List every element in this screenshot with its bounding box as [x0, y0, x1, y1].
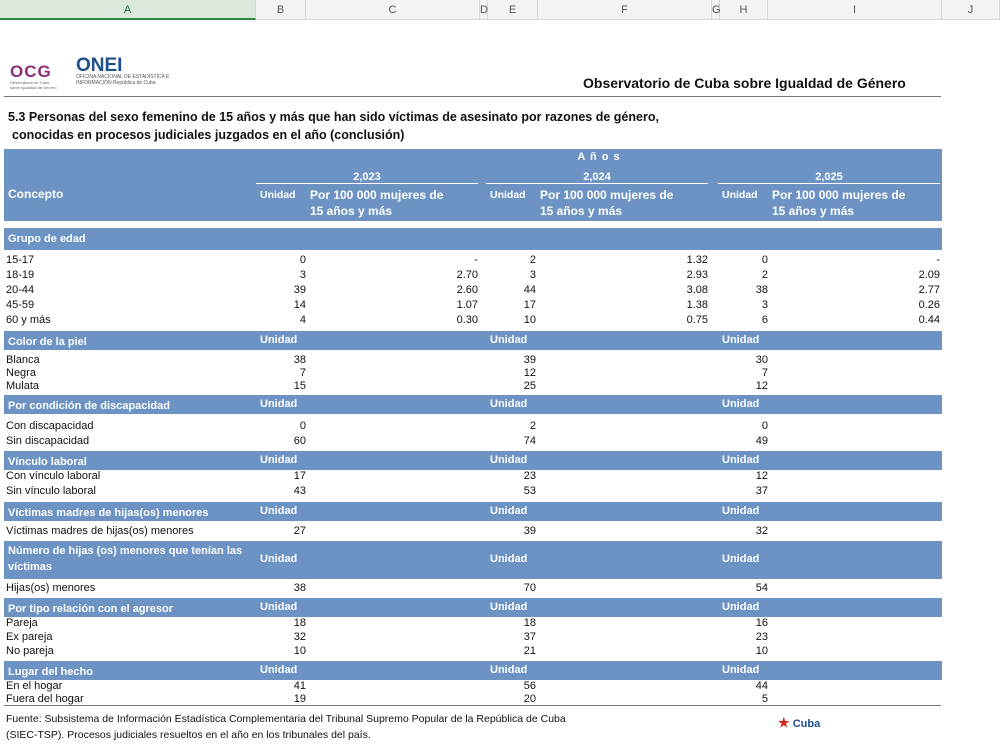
unit-value: 0	[761, 254, 768, 266]
unit-value: 10	[523, 314, 536, 326]
source-note-line-2: (SIEC-TSP). Procesos judiciales resueltos en el año en los tribunales del país.	[6, 729, 371, 741]
row-label: No pareja	[6, 645, 54, 657]
unit-value: 6	[761, 314, 768, 326]
unit-value: 41	[293, 680, 306, 692]
site-title: Observatorio de Cuba sobre Igualdad de Género	[583, 75, 906, 91]
row-label: Hijas(os) menores	[6, 582, 96, 594]
title-divider	[4, 96, 941, 97]
column-header-c[interactable]: C	[306, 0, 480, 20]
section-title: Lugar del hecho	[8, 666, 93, 678]
section-header	[4, 502, 942, 521]
unit-value: 18	[523, 617, 536, 629]
row-label: Víctimas madres de hijas(os) menores	[6, 525, 194, 537]
rate-value: 1.32	[686, 254, 708, 266]
unit-value: 39	[523, 525, 536, 537]
unidad-label: Unidad	[722, 664, 760, 676]
unidad-label: Unidad	[490, 664, 528, 676]
unidad-label: Unidad	[722, 505, 760, 517]
section-header	[4, 541, 942, 579]
column-header-i[interactable]: I	[768, 0, 942, 20]
unit-value: 16	[755, 617, 768, 629]
unit-value: 25	[523, 380, 536, 392]
unit-value: 44	[755, 680, 768, 692]
column-header-j[interactable]: J	[942, 0, 1000, 20]
row-label: Negra	[6, 367, 36, 379]
unit-value: 39	[523, 354, 536, 366]
unidad-header: Unidad	[490, 189, 526, 201]
unidad-label: Unidad	[260, 553, 298, 565]
row-label: Sin discapacidad	[6, 435, 90, 447]
onei-logo: ONEI	[76, 55, 123, 76]
unit-value: 32	[293, 631, 306, 643]
unit-value: 3	[761, 299, 768, 311]
unit-value: 7	[299, 367, 306, 379]
unit-value: 23	[755, 631, 768, 643]
unit-value: 19	[293, 693, 306, 705]
rate-header-line-1: Por 100 000 mujeres de	[772, 188, 906, 202]
unit-value: 15	[293, 380, 306, 392]
unit-value: 23	[523, 470, 536, 482]
unidad-label: Unidad	[260, 334, 298, 346]
unit-value: 74	[523, 435, 536, 447]
unit-value: 12	[755, 470, 768, 482]
column-header-d[interactable]: D	[480, 0, 488, 20]
rate-value: 1.38	[686, 299, 708, 311]
column-header-e[interactable]: E	[488, 0, 538, 20]
row-label: En el hogar	[6, 680, 63, 692]
table-row	[4, 435, 942, 450]
table-row	[4, 680, 942, 693]
section-header	[4, 598, 942, 617]
unidad-label: Unidad	[490, 601, 528, 613]
unidad-label: Unidad	[490, 334, 528, 346]
section-header	[4, 451, 942, 470]
unidad-label: Unidad	[260, 505, 298, 517]
section-title: Color de la piel	[8, 336, 87, 348]
unidad-label: Unidad	[722, 553, 760, 565]
table-row	[4, 470, 942, 485]
table-row	[4, 582, 942, 597]
table-row	[4, 485, 942, 500]
unit-value: 17	[523, 299, 536, 311]
rate-value: -	[936, 254, 940, 266]
unidad-label: Unidad	[490, 505, 528, 517]
table-row	[4, 617, 942, 631]
concepto-header: Concepto	[8, 187, 64, 201]
unidad-label: Unidad	[490, 398, 528, 410]
column-header-a[interactable]: A	[0, 0, 256, 20]
unit-value: 70	[523, 582, 536, 594]
rate-value: -	[474, 254, 478, 266]
unit-value: 38	[293, 354, 306, 366]
source-note-line-1: Fuente: Subsistema de Información Estadística Complementaria del Tribunal Supremo Popular de la República de Cuba	[6, 713, 566, 725]
unidad-label: Unidad	[260, 454, 298, 466]
unit-value: 0	[299, 254, 306, 266]
section-title: Víctimas madres de hijas(os) menores	[8, 507, 209, 519]
rate-value: 2.77	[918, 284, 940, 296]
table-row	[4, 367, 942, 380]
unit-value: 60	[293, 435, 306, 447]
table-row	[4, 631, 942, 645]
unit-value: 18	[293, 617, 306, 629]
unit-value: 3	[529, 269, 536, 281]
unit-value: 56	[523, 680, 536, 692]
rate-value: 2.70	[456, 269, 478, 281]
unit-value: 37	[523, 631, 536, 643]
column-header-g[interactable]: G	[712, 0, 720, 20]
unit-value: 53	[523, 485, 536, 497]
unit-value: 38	[293, 582, 306, 594]
rate-header-line-1: Por 100 000 mujeres de	[310, 188, 444, 202]
unit-value: 43	[293, 485, 306, 497]
rate-header	[772, 187, 905, 219]
rate-value: 2.60	[456, 284, 478, 296]
unit-value: 30	[755, 354, 768, 366]
unidad-label: Unidad	[260, 601, 298, 613]
unit-value: 17	[293, 470, 306, 482]
table-row	[4, 645, 942, 659]
unidad-label: Unidad	[260, 398, 298, 410]
row-label: 60 y más	[6, 314, 51, 326]
unidad-label: Unidad	[722, 454, 760, 466]
unidad-header: Unidad	[260, 189, 296, 201]
row-label: 45-59	[6, 299, 35, 311]
row-label: Mulata	[6, 380, 40, 392]
unit-value: 12	[755, 380, 768, 392]
unit-value: 10	[293, 645, 306, 657]
section-title: Por condición de discapacidad	[8, 400, 170, 412]
unidad-label: Unidad	[490, 454, 528, 466]
unit-value: 10	[755, 645, 768, 657]
row-label: Fuera del hogar	[6, 693, 84, 705]
unit-value: 0	[299, 420, 306, 432]
unit-value: 20	[523, 693, 536, 705]
year-header: 2,025	[718, 171, 940, 184]
column-header-f[interactable]: F	[538, 0, 712, 20]
table-title-line-2: conocidas en procesos judiciales juzgados en el año (conclusión)	[12, 128, 405, 142]
row-label: Con discapacidad	[6, 420, 94, 432]
section-title: Por tipo relación con el agresor	[8, 603, 174, 615]
table-row	[4, 254, 942, 269]
section-title: Número de hijas (os) menores que tenían las víctimas	[8, 545, 243, 573]
table-row	[4, 420, 942, 435]
unit-value: 5	[761, 693, 768, 705]
year-header: 2,024	[486, 171, 708, 184]
rate-header-line-1: Por 100 000 mujeres de	[540, 188, 674, 202]
rate-header-line-2: 15 años y más	[772, 204, 855, 218]
rate-value: 0.44	[918, 314, 940, 326]
star-icon: ★	[778, 715, 790, 730]
section-header	[4, 228, 942, 250]
rate-header	[310, 187, 443, 219]
unit-value: 2	[761, 269, 768, 281]
unit-value: 2	[529, 420, 536, 432]
section-title: Vínculo laboral	[8, 456, 87, 468]
unit-value: 14	[293, 299, 306, 311]
rate-value: 2.09	[918, 269, 940, 281]
rate-header-line-2: 15 años y más	[540, 204, 623, 218]
table-row	[4, 269, 942, 284]
section-header	[4, 661, 942, 680]
table-title	[8, 108, 659, 144]
unit-value: 32	[755, 525, 768, 537]
table-row	[4, 299, 942, 314]
section-header	[4, 331, 942, 350]
unit-value: 39	[293, 284, 306, 296]
unit-value: 54	[755, 582, 768, 594]
row-label: 15-17	[6, 254, 35, 266]
unidad-label: Unidad	[722, 601, 760, 613]
table-row	[4, 354, 942, 367]
column-header-b[interactable]: B	[256, 0, 306, 20]
year-header: 2,023	[256, 171, 478, 184]
unit-value: 44	[523, 284, 536, 296]
section-header	[4, 395, 942, 414]
table-row	[4, 380, 942, 393]
cuba-logo-text: Cuba	[792, 718, 821, 730]
column-header-bar	[0, 0, 1000, 20]
unit-value: 7	[761, 367, 768, 379]
unit-value: 37	[755, 485, 768, 497]
rate-value: 0.26	[918, 299, 940, 311]
onei-logo-subtitle: OFICINA NACIONAL DE ESTADÍSTICA E INFORMACIÓN República de Cuba	[76, 74, 170, 86]
unidad-label: Unidad	[260, 664, 298, 676]
cuba-logo	[778, 715, 820, 731]
rate-value: 2.93	[686, 269, 708, 281]
row-label: 20-44	[6, 284, 35, 296]
table-row	[4, 314, 942, 329]
rate-header	[540, 187, 673, 219]
row-label: Blanca	[6, 354, 40, 366]
unidad-label: Unidad	[490, 553, 528, 565]
rate-header-line-2: 15 años y más	[310, 204, 393, 218]
unit-value: 21	[523, 645, 536, 657]
table-header	[4, 149, 942, 221]
unidad-label: Unidad	[722, 334, 760, 346]
rate-value: 1.07	[456, 299, 478, 311]
table-row	[4, 525, 942, 540]
unit-value: 27	[293, 525, 306, 537]
rate-value: 3.08	[686, 284, 708, 296]
unit-value: 38	[755, 284, 768, 296]
row-label: 18-19	[6, 269, 35, 281]
row-label: Con vínculo laboral	[6, 470, 101, 482]
source-note	[6, 711, 566, 743]
ocg-logo-subtitle: Observatorio de Cuba sobre Igualdad de Género	[10, 80, 57, 90]
ocg-logo: OCG	[10, 62, 52, 81]
footer-divider	[4, 705, 941, 706]
unit-value: 3	[299, 269, 306, 281]
section-title: Grupo de edad	[8, 233, 86, 245]
row-label: Pareja	[6, 617, 38, 629]
column-header-h[interactable]: H	[720, 0, 768, 20]
unit-value: 0	[761, 420, 768, 432]
unit-value: 49	[755, 435, 768, 447]
unit-value: 12	[523, 367, 536, 379]
rate-value: 0.75	[686, 314, 708, 326]
table-title-line-1: 5.3 Personas del sexo femenino de 15 años y más que han sido víctimas de asesinato por razones de género,	[8, 110, 659, 124]
unit-value: 4	[299, 314, 306, 326]
row-label: Sin vínculo laboral	[6, 485, 96, 497]
rate-value: 0.30	[456, 314, 478, 326]
years-header: A ñ o s	[577, 151, 621, 163]
table-row	[4, 284, 942, 299]
unit-value: 2	[529, 254, 536, 266]
row-label: Ex pareja	[6, 631, 53, 643]
unidad-header: Unidad	[722, 189, 758, 201]
unidad-label: Unidad	[722, 398, 760, 410]
